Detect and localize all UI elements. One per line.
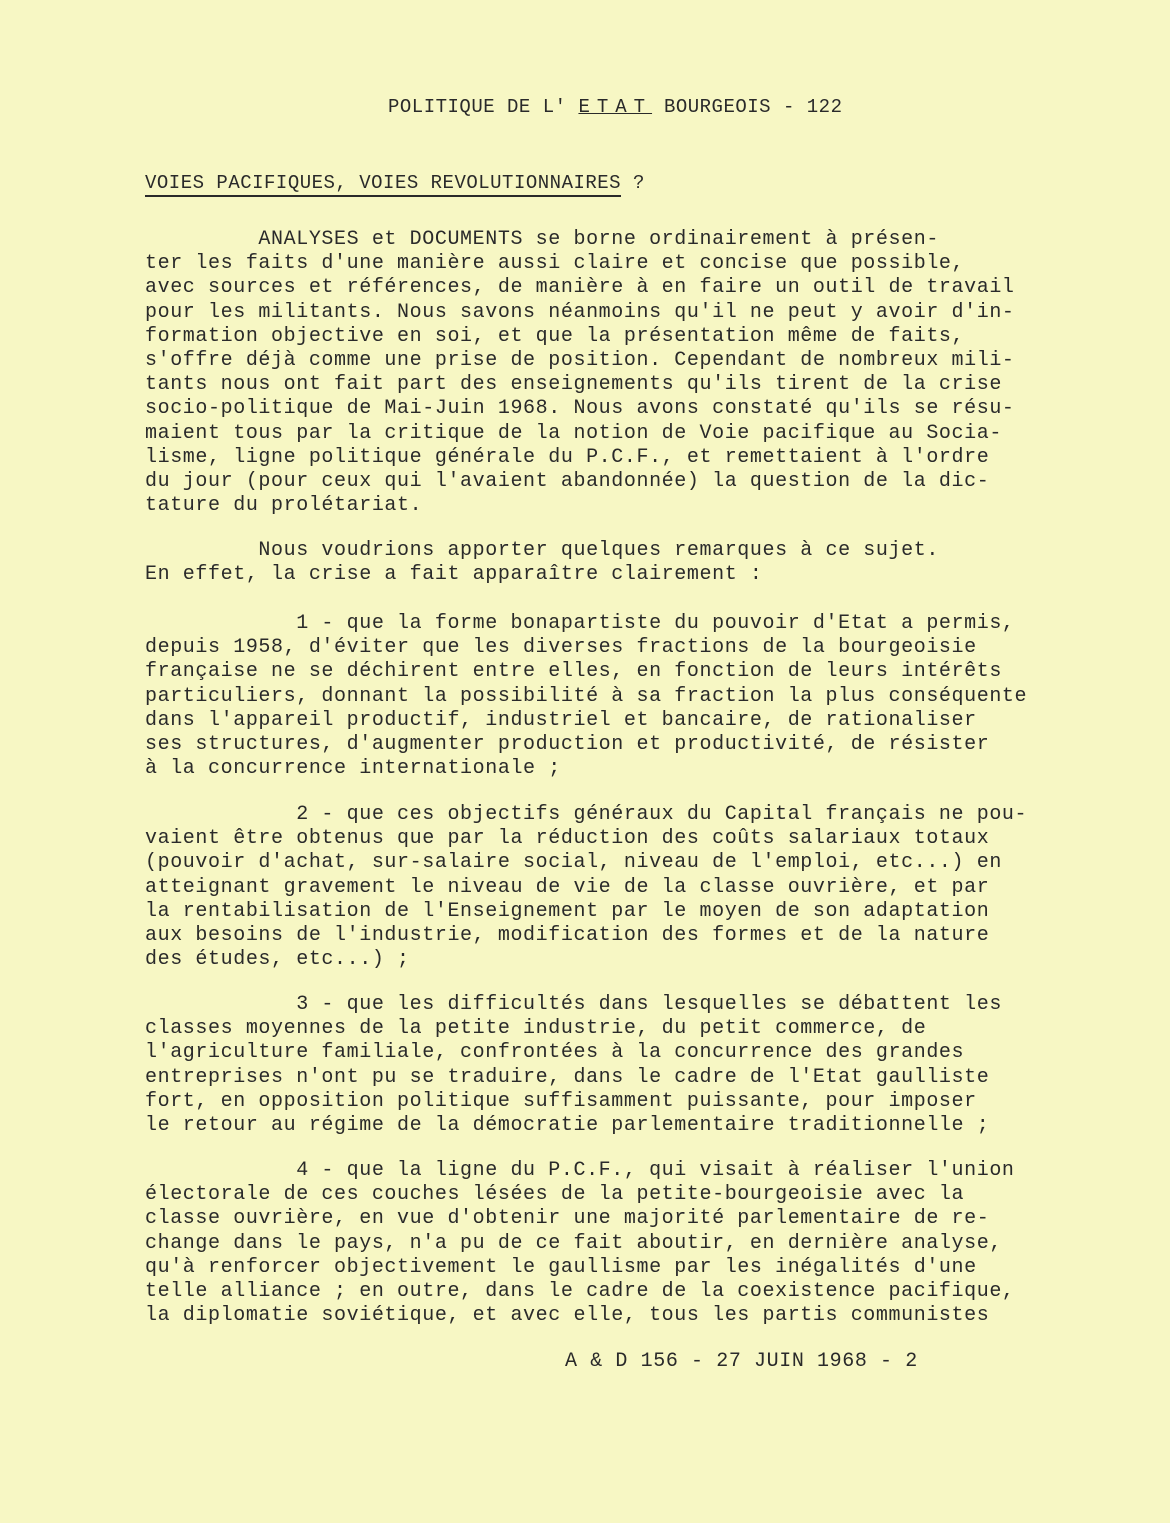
paragraph-intro: ANALYSES et DOCUMENTS se borne ordinairement à présen- ter les faits d'une manière aussi claire et concise que possible, avec sources et références, de manière à en faire un outil de travail pour les militants. Nous savons néanmoins qu'il ne peut y avoir d'in- formation objective en soi, et que la présentation même de faits, s'offre déjà comme une prise de position. Cependant de nombreux mili- tants nous ont fait part des enseignements qu'ils tirent de la crise socio-politique de Mai-Juin 1968. Nous avons constaté qu'ils se résu- maient tous par la critique de la notion de Voie pacifique au Socia- lisme, ligne politique générale du P.C.F., et remettaient à l'ordre du jour (pour ceux qui l'avaient abandonnée) la question de la dic- tature du prolétariat. <box>145 228 1015 518</box>
header-right: BOURGEOIS - 122 <box>663 96 843 118</box>
document-title <box>145 172 645 194</box>
paragraph-point-3: 3 - que les difficultés dans lesquelles se débattent les classes moyennes de la petite industrie, du petit commerce, de l'agriculture familiale, confrontées à la concurrence des grandes entreprises n'ont pu se traduire, dans le cadre de l'Etat gaulliste fort, en opposition politique suffisamment puissante, pour imposer le retour au régime de la démocratie parlementaire traditionnelle ; <box>145 993 1002 1138</box>
header-etat: ETAT <box>578 96 653 118</box>
paragraph-remarks: Nous voudrions apporter quelques remarques à ce sujet. En effet, la crise a fait apparaître clairement : <box>145 539 939 587</box>
paragraph-point-2: 2 - que ces objectifs généraux du Capital français ne pou- vaient être obtenus que par la réduction des coûts salariaux totaux (pouvoir d'achat, sur-salaire social, niveau de l'emploi, etc...) en atteignant gravement le niveau de vie de la classe ouvrière, et par la rentabilisation de l'Enseignement par le moyen de son adaptation aux besoins de l'industrie, modification des formes et de la nature des études, etc...) ; <box>145 803 1028 972</box>
paragraph-point-1: 1 - que la forme bonapartiste du pouvoir d'Etat a permis, depuis 1958, d'éviter que les diverses fractions de la bourgeoisie française ne se déchirent entre elles, en fonction de leurs intérêts particuliers, donnant la possibilité à sa fraction la plus conséquente dans l'appareil productif, industriel et bancaire, de rationaliser ses structures, d'augmenter production et productivité, de résister à la concurrence internationale ; <box>145 612 1028 781</box>
page-header <box>388 96 948 118</box>
title-mark: ? <box>621 172 645 194</box>
header-left: POLITIQUE DE L' <box>388 96 567 118</box>
title-text: VOIES PACIFIQUES, VOIES REVOLUTIONNAIRES <box>145 172 621 197</box>
page-footer: A & D 156 - 27 JUIN 1968 - 2 <box>565 1350 918 1373</box>
paragraph-point-4: 4 - que la ligne du P.C.F., qui visait à réaliser l'union électorale de ces couches lésées de la petite-bourgeoisie avec la classe ouvrière, en vue d'obtenir une majorité parlementaire de re- change dans le pays, n'a pu de ce fait aboutir, en dernière analyse, qu'à renforcer objectivement le gaullisme par les inégalités d'une telle alliance ; en outre, dans le cadre de la coexistence pacifique, la diplomatie soviétique, et avec elle, tous les partis communistes <box>145 1159 1015 1328</box>
